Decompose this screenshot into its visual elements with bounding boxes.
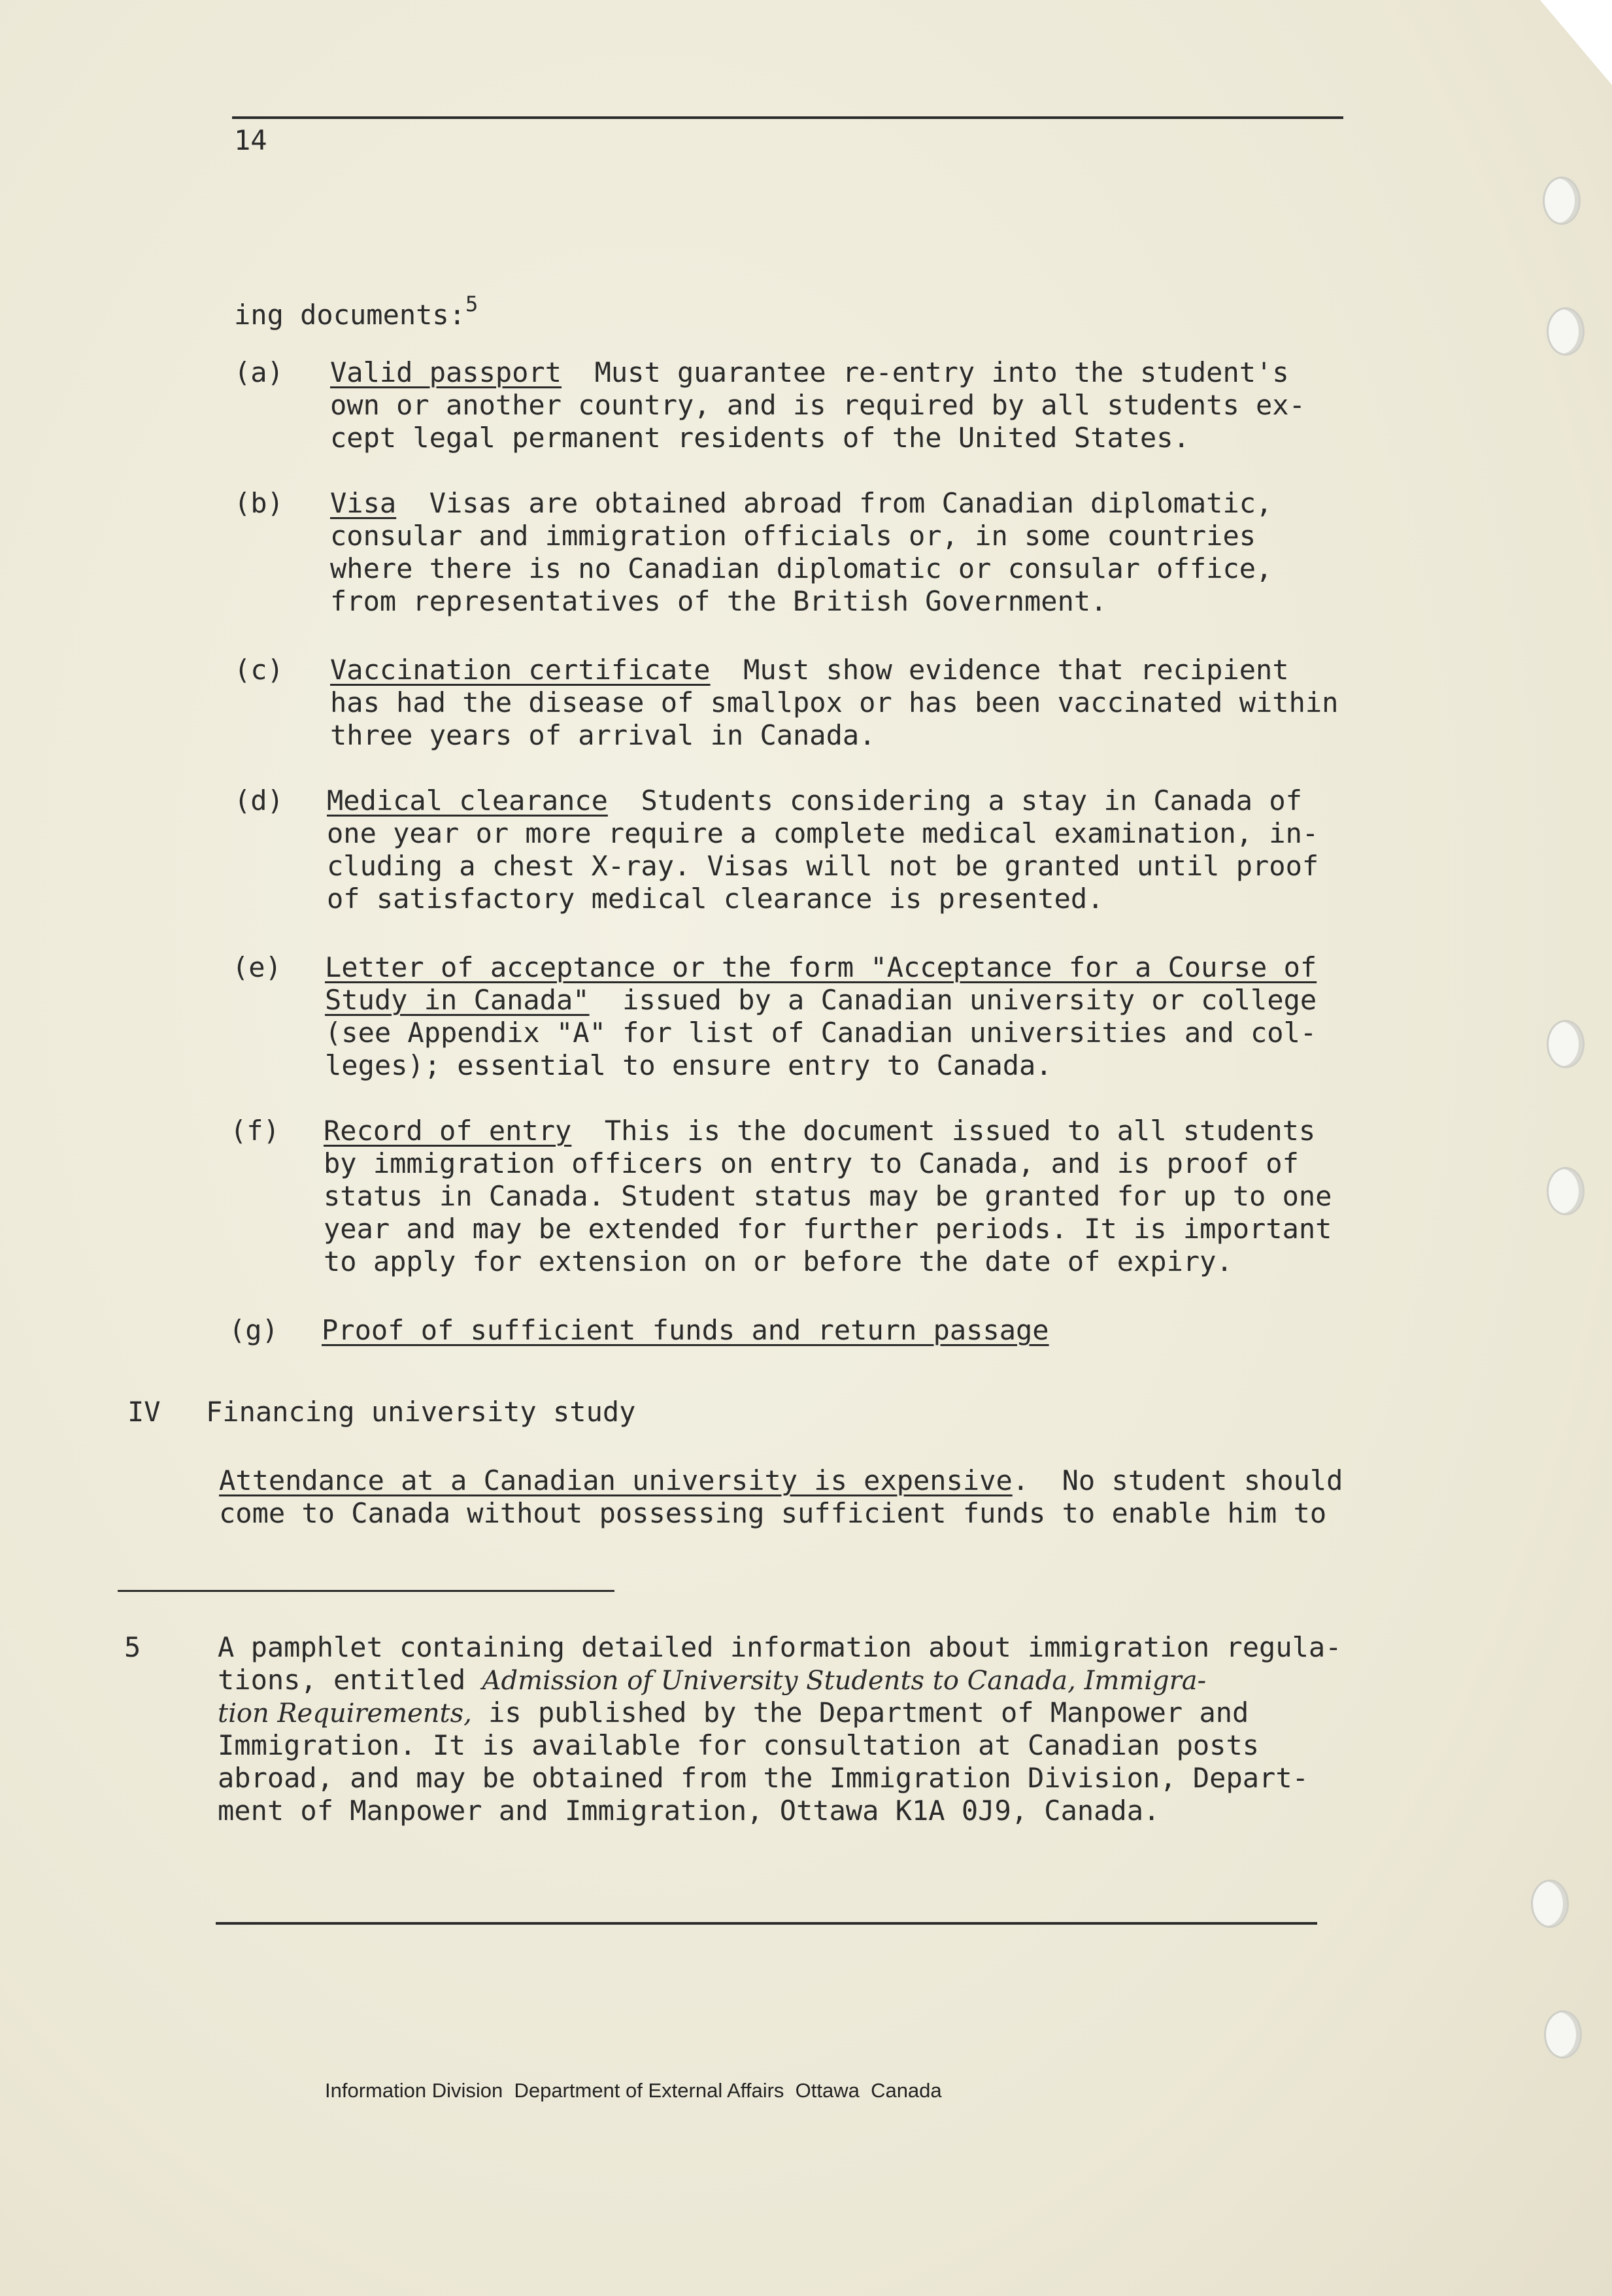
section-title: Financing university study: [206, 1396, 636, 1428]
item-text: to apply for extension on or before the date of expiry.: [324, 1245, 1233, 1277]
footnote-line: A pamphlet containing detailed information about immigration regula-: [218, 1631, 1342, 1663]
item-text: from representatives of the British Government.: [330, 585, 1107, 617]
item-label: (g): [229, 1314, 278, 1346]
footnote-line: Immigration. It is available for consultation at Canadian posts: [218, 1729, 1260, 1761]
footnote-line: ment of Manpower and Immigration, Ottawa K1A 0J9, Canada.: [218, 1795, 1160, 1827]
item-title: Proof of sufficient funds and return passage: [322, 1314, 1049, 1346]
item-text: issued by a Canadian university or college: [622, 984, 1317, 1016]
item-text: This is the document issued to all students: [604, 1115, 1316, 1147]
item-e-line2: [325, 984, 1317, 1017]
item-text: year and may be extended for further periods. It is important: [324, 1213, 1332, 1245]
binder-hole: [1531, 1880, 1569, 1928]
item-label: (d): [234, 785, 284, 817]
item-title: Visa: [330, 487, 397, 519]
section-para-line2: come to Canada without possessing sufficient funds to enable him to: [219, 1497, 1327, 1529]
item-title: Record of entry: [324, 1115, 572, 1147]
binder-hole: [1543, 177, 1581, 225]
item-text: status in Canada. Student status may be granted for up to one: [324, 1180, 1332, 1212]
item-text: Must guarantee re-entry into the student's: [594, 356, 1289, 388]
item-text: cluding a chest X-ray. Visas will not be granted until proof: [327, 850, 1319, 882]
item-d-line1: [327, 785, 1302, 817]
item-text: where there is no Canadian diplomatic or consular office,: [330, 552, 1273, 584]
header-rule: [232, 116, 1343, 119]
footnote-text: is published by the Department of Manpower and: [471, 1697, 1249, 1729]
binder-hole: [1547, 307, 1585, 356]
item-title: Medical clearance: [327, 785, 608, 817]
item-c-line1: [330, 654, 1289, 686]
binder-hole: [1544, 2010, 1582, 2059]
footnote-line: abroad, and may be obtained from the Immigration Division, Depart-: [218, 1762, 1309, 1794]
footnote-line: [218, 1697, 1249, 1730]
item-text: of satisfactory medical clearance is presented.: [327, 883, 1104, 915]
item-text: Must show evidence that recipient: [743, 654, 1289, 686]
item-text: has had the disease of smallpox or has been vaccinated within: [330, 686, 1339, 718]
pamphlet-title: tion Requirements,: [218, 1698, 472, 1729]
item-text: Students considering a stay in Canada of: [641, 785, 1302, 817]
item-title: Valid passport: [330, 356, 562, 388]
footnote-number: 5: [124, 1631, 141, 1663]
item-text: leges); essential to ensure entry to Canada.: [325, 1049, 1052, 1081]
intro-text: ing documents:: [234, 299, 466, 331]
item-label: (c): [234, 654, 284, 686]
section-number: IV: [127, 1396, 161, 1428]
item-text: cept legal permanent residents of the United States.: [330, 422, 1190, 454]
item-label: (a): [234, 356, 284, 388]
item-text: consular and immigration officials or, in some countries: [330, 520, 1256, 552]
footnote-separator: [118, 1590, 614, 1592]
footer: Information Division Department of External Affairs Ottawa Canada: [325, 2079, 942, 2102]
item-f-line1: [324, 1115, 1315, 1147]
pamphlet-title: Admission of University Students to Canada, Immigra-: [482, 1666, 1207, 1696]
binder-hole: [1547, 1167, 1585, 1215]
item-title: Vaccination certificate: [330, 654, 711, 686]
item-b-line1: [330, 487, 1272, 520]
item-text: three years of arrival in Canada.: [330, 719, 876, 751]
bottom-rule: [216, 1922, 1317, 1925]
item-text: (see Appendix "A" for list of Canadian universities and col-: [325, 1017, 1317, 1049]
footnote-ref: 5: [465, 292, 479, 316]
section-para-text: . No student should: [1012, 1464, 1343, 1496]
item-title: Study in Canada": [325, 984, 590, 1016]
intro-line: [234, 288, 478, 331]
item-text: by immigration officers on entry to Canada, and is proof of: [324, 1147, 1299, 1179]
footnote-text: tions, entitled: [218, 1664, 482, 1696]
folded-corner: [1540, 0, 1612, 85]
item-label: (b): [234, 487, 284, 519]
item-text: own or another country, and is required by all students ex-: [330, 389, 1305, 421]
item-label: (e): [232, 951, 282, 983]
item-label: (f): [230, 1115, 280, 1147]
section-para-emphasis: Attendance at a Canadian university is expensive: [219, 1464, 1013, 1496]
item-a-line1: [330, 356, 1289, 389]
item-text: Visas are obtained abroad from Canadian diplomatic,: [429, 487, 1273, 519]
item-title: Letter of acceptance or the form "Acceptance for a Course of: [325, 951, 1317, 983]
footnote-line: [218, 1664, 1206, 1697]
section-para-line1: [219, 1464, 1343, 1497]
item-text: one year or more require a complete medical examination, in-: [327, 817, 1319, 849]
binder-hole: [1547, 1020, 1585, 1068]
page-number: 14: [234, 124, 267, 156]
